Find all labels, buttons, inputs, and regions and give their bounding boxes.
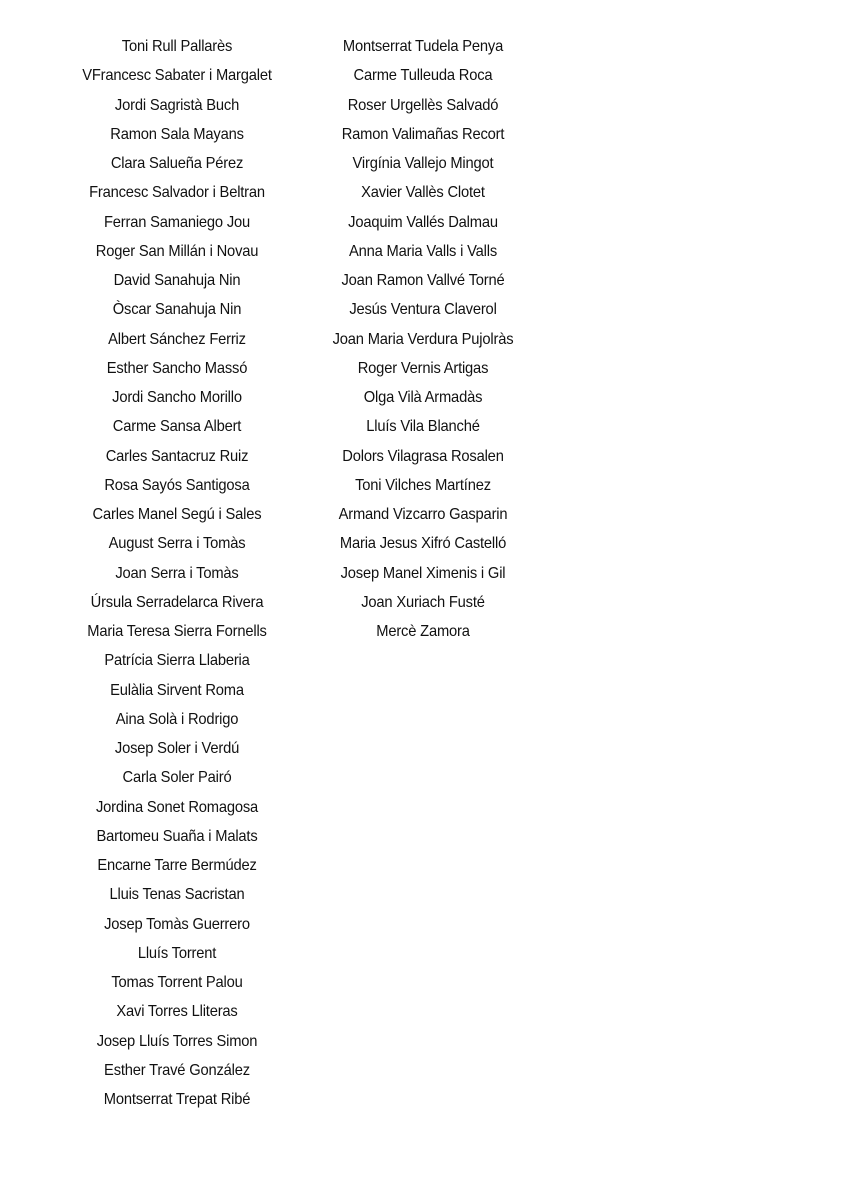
list-item: Maria Teresa Sierra Fornells [87, 623, 267, 640]
list-item: Montserrat Trepat Ribé [103, 1091, 251, 1108]
list-item: Roger Vernis Artigas [357, 359, 489, 377]
list-item: Esther Travé González [104, 1061, 250, 1079]
name-list-left-column [72, 37, 282, 1119]
list-item: Joan Ramon Vallvé Torné [341, 272, 505, 289]
list-item: Jordi Sagristà Buch [114, 96, 240, 114]
list-item: Joan Maria Verdura Pujolràs [332, 330, 514, 348]
list-item: Aina Solà i Rodrigo [115, 710, 239, 728]
list-item: Lluís Vila Blanché [366, 418, 480, 436]
list-item: Jordi Sancho Morillo [112, 389, 242, 406]
list-item: Esther Sancho Massó [106, 359, 248, 377]
list-item: Josep Lluís Torres Simon [96, 1032, 258, 1050]
list-item: Albert Sánchez Ferriz [108, 330, 246, 348]
list-item: August Serra i Tomàs [108, 535, 246, 553]
list-item: David Sanahuja Nin [113, 272, 241, 289]
list-item: Carme Sansa Albert [112, 418, 242, 436]
list-item: Josep Tomàs Guerrero [104, 915, 250, 933]
name-list-right-column [318, 37, 528, 651]
list-item: Jesús Ventura Claverol [349, 301, 497, 319]
list-item: Ramon Sala Mayans [110, 125, 244, 143]
list-item: VFrancesc Sabater i Margalet [82, 67, 272, 85]
list-item: Roger San Millán i Novau [95, 242, 259, 260]
list-item: Joan Serra i Tomàs [115, 564, 239, 582]
list-item: Patrícia Sierra Llaberia [104, 652, 250, 670]
list-item: Encarne Tarre Bermúdez [97, 857, 257, 874]
list-item: Anna Maria Valls i Valls [348, 242, 498, 260]
list-item: Armand Vizcarro Gasparin [338, 506, 508, 523]
list-item: Montserrat Tudela Penya [342, 38, 504, 55]
list-item: Maria Jesus Xifró Castelló [339, 535, 507, 553]
list-item: Toni Rull Pallarès [121, 38, 233, 55]
list-item: Toni Vilches Martínez [355, 476, 491, 494]
list-item: Òscar Sanahuja Nin [112, 301, 242, 319]
list-item: Joan Xuriach Fusté [361, 593, 485, 611]
list-item: Virgínia Vallejo Mingot [352, 155, 494, 172]
list-item: Ferran Samaniego Jou [103, 213, 251, 231]
list-item: Xavi Torres Lliteras [116, 1003, 238, 1021]
list-item: Tomas Torrent Palou [111, 974, 243, 991]
list-item: Rosa Sayós Santigosa [104, 476, 250, 494]
list-item: Carme Tulleuda Roca [353, 67, 493, 85]
list-item: Jordina Sonet Romagosa [95, 798, 259, 816]
list-item: Carles Manel Segú i Sales [92, 506, 262, 523]
list-item: Dolors Vilagrasa Rosalen [342, 447, 504, 465]
list-item: Carla Soler Pairó [122, 769, 232, 787]
list-item: Olga Vilà Armadàs [363, 389, 483, 406]
list-item: Josep Manel Ximenis i Gil [340, 564, 506, 582]
list-item: Francesc Salvador i Beltran [89, 184, 265, 202]
list-item: Carles Santacruz Ruiz [105, 447, 249, 465]
list-item: Mercè Zamora [376, 623, 470, 640]
list-item: Roser Urgellès Salvadó [347, 96, 499, 114]
list-item: Ramon Valimañas Recort [341, 125, 505, 143]
list-item: Lluis Tenas Sacristan [109, 886, 245, 904]
list-item: Bartomeu Suaña i Malats [96, 827, 258, 845]
list-item: Clara Salueña Pérez [110, 155, 244, 172]
list-item: Xavier Vallès Clotet [361, 184, 485, 202]
list-item: Lluís Torrent [137, 944, 217, 962]
list-item: Úrsula Serradelarca Rivera [90, 593, 264, 611]
list-item: Joaquim Vallés Dalmau [348, 213, 498, 231]
list-item: Josep Soler i Verdú [114, 740, 240, 757]
list-item: Eulàlia Sirvent Roma [110, 681, 244, 699]
